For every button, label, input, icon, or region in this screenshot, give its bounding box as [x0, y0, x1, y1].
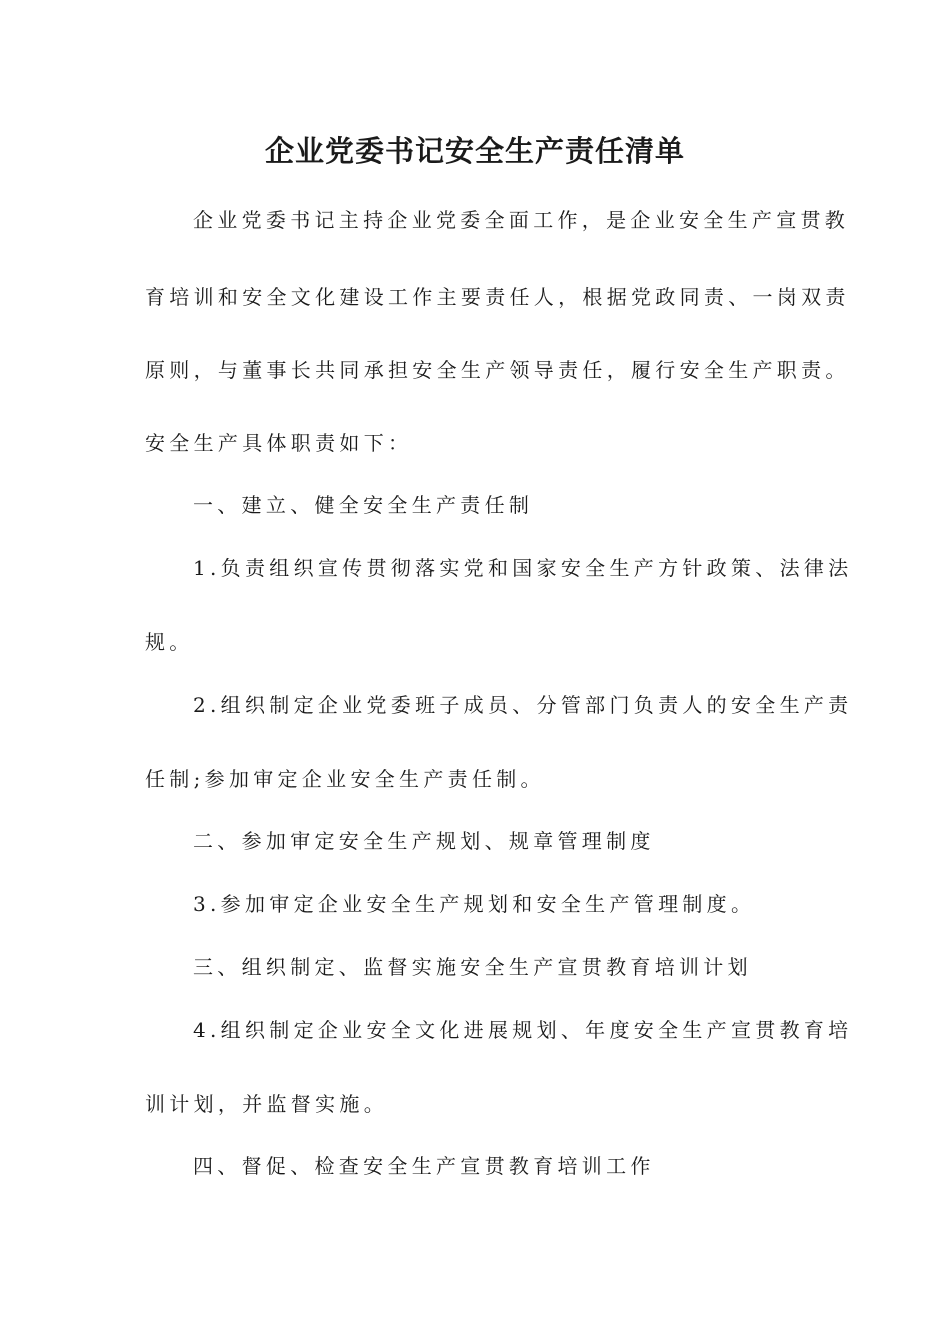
paragraph-line: 训计划，并监督实施。 — [145, 1092, 388, 1116]
paragraph-line: 2.组织制定企业党委班子成员、分管部门负责人的安全生产责 — [193, 693, 853, 717]
document-title: 企业党委书记安全生产责任清单 — [264, 134, 685, 168]
paragraph-line: 企业党委书记主持企业党委全面工作，是企业安全生产宣贯教 — [193, 208, 850, 232]
paragraph-line: 4.组织制定企业安全文化进展规划、年度安全生产宣贯教育培 — [193, 1018, 853, 1042]
paragraph-line: 规。 — [145, 630, 194, 654]
section-heading: 三、组织制定、监督实施安全生产宣贯教育培训计划 — [193, 955, 752, 979]
section-heading: 二、参加审定安全生产规划、规章管理制度 — [193, 829, 655, 853]
section-heading: 一、建立、健全安全生产责任制 — [193, 493, 534, 517]
paragraph-line: 安全生产具体职责如下： — [145, 431, 413, 455]
paragraph-line: 任制;参加审定企业安全生产责任制。 — [145, 767, 545, 791]
paragraph-line: 3.参加审定企业安全生产规划和安全生产管理制度。 — [193, 892, 756, 916]
paragraph-line: 原则，与董事长共同承担安全生产领导责任，履行安全生产职责。 — [145, 358, 850, 382]
section-heading: 四、督促、检查安全生产宣贯教育培训工作 — [193, 1154, 655, 1178]
paragraph-line: 育培训和安全文化建设工作主要责任人，根据党政同责、一岗双责 — [145, 285, 850, 309]
paragraph-line: 1.负责组织宣传贯彻落实党和国家安全生产方针政策、法律法 — [193, 556, 853, 580]
